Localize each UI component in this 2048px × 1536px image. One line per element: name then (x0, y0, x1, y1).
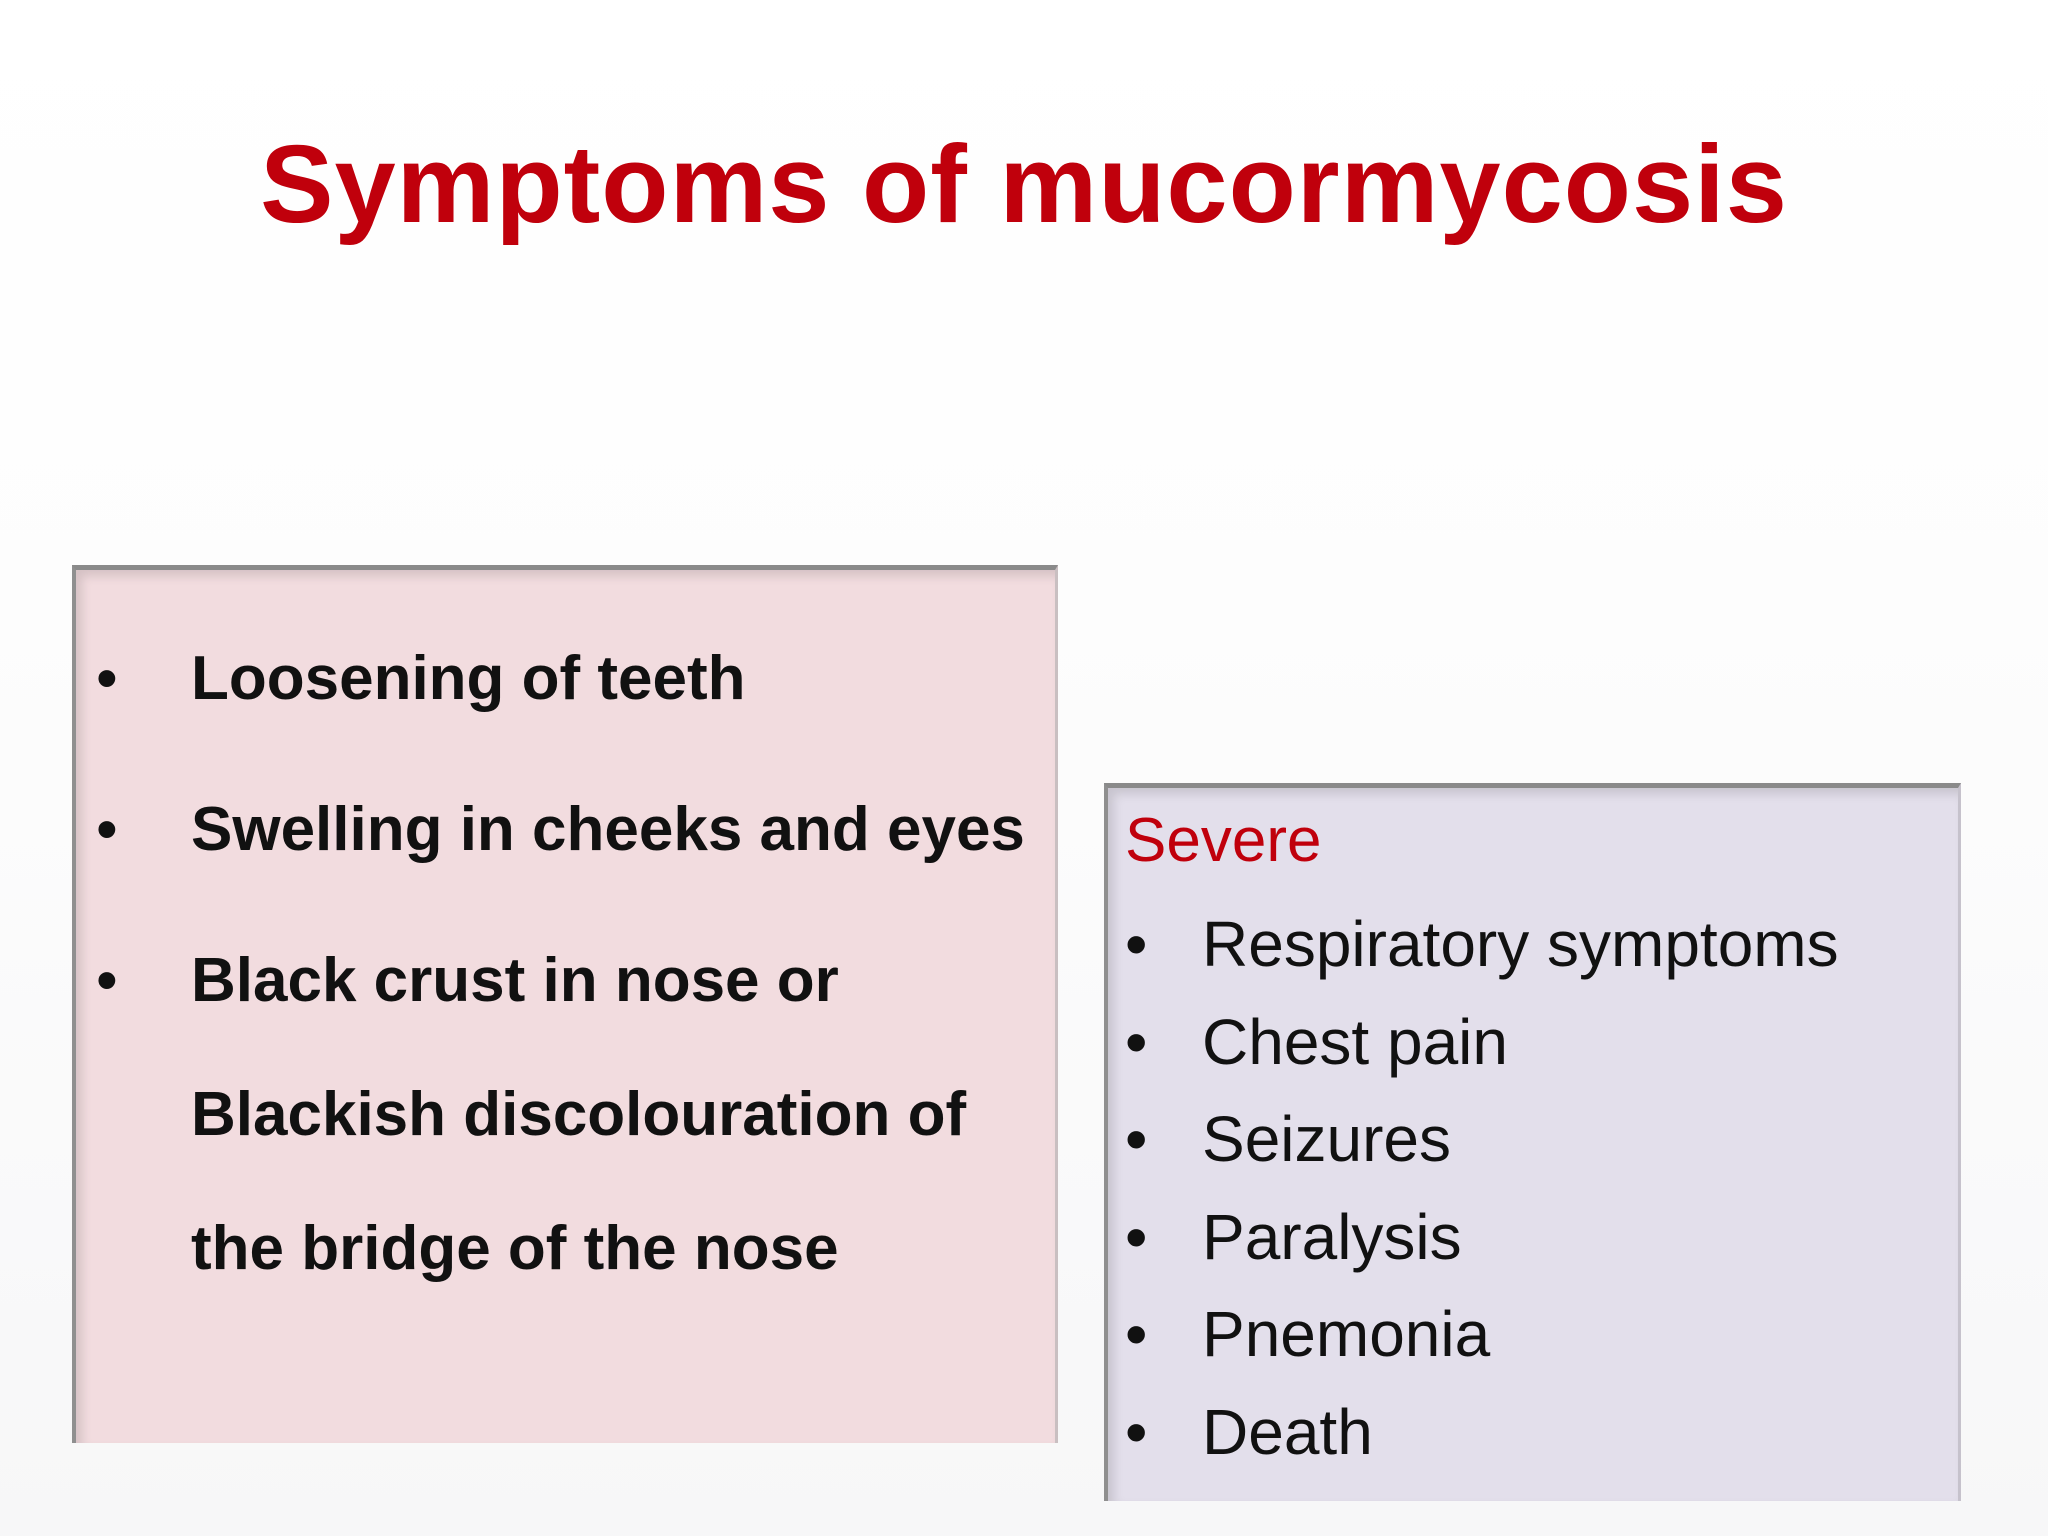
list-item (96, 914, 1046, 1316)
bullet-icon: • (1125, 1005, 1148, 1078)
list-item (1125, 896, 1945, 994)
bullet-icon: • (1125, 1395, 1148, 1468)
list-item (1125, 1384, 1945, 1482)
list-item-text: Swelling in cheeks and eyes (191, 795, 1025, 864)
list-item (96, 763, 1046, 897)
list-item-text: Paralysis (1202, 1200, 1462, 1273)
bullet-icon: • (1125, 908, 1148, 980)
list-item (1125, 1189, 1945, 1287)
severe-heading: Severe (1125, 806, 1322, 875)
list-item-line: Black crust in nose or (191, 946, 839, 1015)
bullet-icon: • (1125, 1200, 1148, 1273)
list-item-line: the bridge of the nose (191, 1214, 839, 1283)
list-item-text: Chest pain (1202, 1005, 1508, 1078)
bullet-icon: • (1125, 1298, 1148, 1370)
bullet-icon: • (96, 946, 118, 1015)
list-item-text: Pnemonia (1202, 1298, 1491, 1370)
list-item (1125, 1091, 1945, 1189)
list-item (1125, 1286, 1945, 1384)
list-item-text: Seizures (1202, 1103, 1451, 1175)
severe-symptoms-list (1125, 896, 1945, 1481)
bullet-icon: • (1125, 1103, 1148, 1175)
severe-symptoms-panel (1104, 783, 1961, 1501)
mild-symptoms-list (96, 612, 1046, 1333)
list-item (1125, 994, 1945, 1092)
list-item-text: Death (1202, 1395, 1373, 1468)
mild-symptoms-panel (72, 565, 1058, 1443)
list-item-text: Loosening of teeth (191, 644, 746, 713)
bullet-icon: • (96, 795, 118, 864)
list-item-text: Respiratory symptoms (1202, 908, 1839, 980)
list-item-line: Blackish discolouration of (191, 1080, 967, 1149)
bullet-icon: • (96, 644, 118, 713)
slide-title: Symptoms of mucormycosis (260, 123, 1788, 246)
list-item (96, 612, 1046, 746)
